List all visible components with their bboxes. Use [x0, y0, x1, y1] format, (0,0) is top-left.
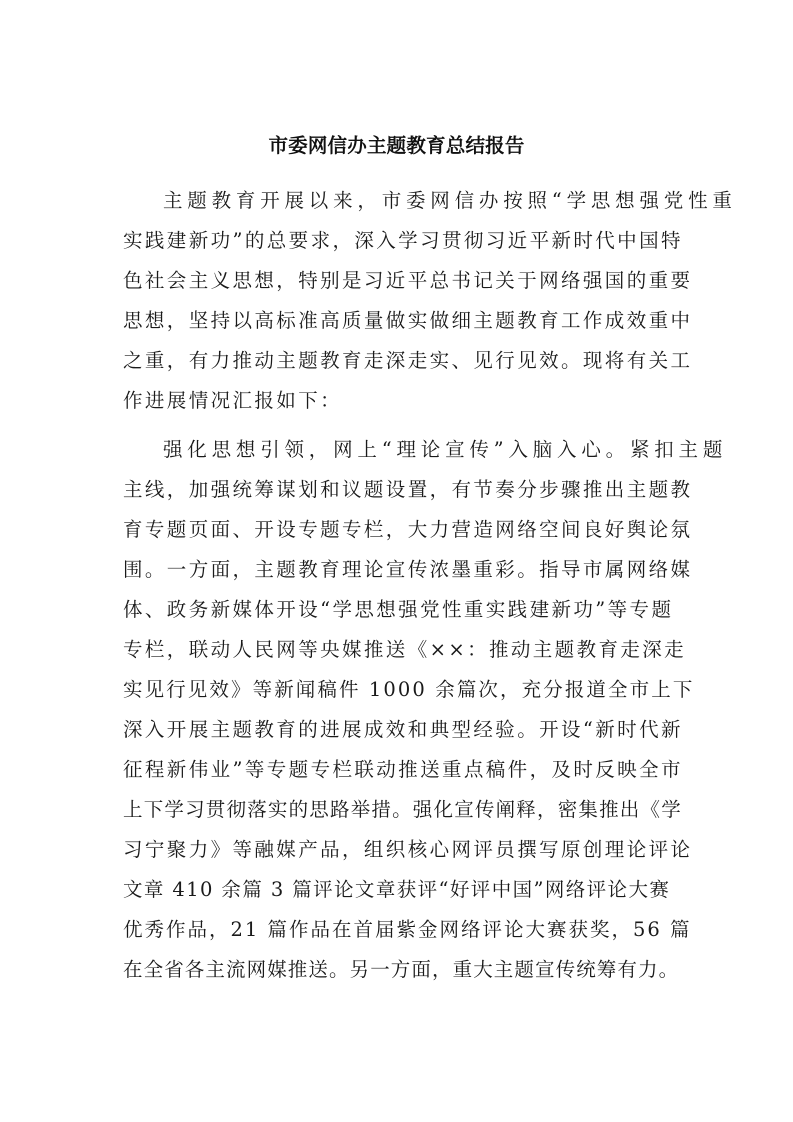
paragraph-line-text: 习宁聚力》等融媒产品，组织核心网评员撰写原创理论评论 — [123, 838, 693, 861]
paragraph-line-text: 思想，坚持以高标准高质量做实做细主题教育工作成效重中 — [123, 309, 693, 332]
paragraph-line-text: 专栏，联动人民网等央媒推送《××：推动主题教育走深走 — [123, 638, 687, 661]
paragraph-line-text: 征程新伟业”等专题专栏联动推送重点稿件，及时反映全市 — [123, 758, 683, 781]
paragraph-line — [0, 472, 793, 508]
paragraph-line-text: 育专题页面、开设专题专栏，大力营造网络空间良好舆论氛 — [123, 518, 693, 541]
paragraph-line — [0, 672, 793, 708]
paragraph-line — [0, 263, 793, 299]
paragraph-line — [0, 592, 793, 628]
paragraph-line — [0, 712, 793, 748]
paragraph-line — [0, 792, 793, 828]
paragraph-line — [0, 183, 793, 219]
paragraph-line-text: 之重，有力推动主题教育走深走实、见行见效。现将有关工 — [123, 349, 693, 372]
paragraph-line — [0, 832, 793, 868]
paragraph-line — [0, 872, 793, 908]
paragraph-line-text: 上下学习贯彻落实的思路举措。强化宣传阐释，密集推出《学 — [123, 798, 682, 821]
paragraph-line-text: 优秀作品，21 篇作品在首届紫金网络评论大赛获奖，56 篇 — [123, 918, 692, 941]
paragraph-line — [0, 952, 793, 988]
paragraph-line-text: 实践建新功”的总要求，深入学习贯彻习近平新时代中国特 — [123, 229, 683, 252]
document-title: 市委网信办主题教育总结报告 — [268, 134, 525, 157]
paragraph-line — [0, 223, 793, 259]
paragraph-line-text: 实见行见效》等新闻稿件 1000 余篇次，充分报道全市上下 — [123, 678, 695, 701]
paragraph-line — [0, 512, 793, 548]
paragraph-line — [0, 752, 793, 788]
paragraph-line — [0, 432, 793, 468]
paragraph-line-text: 作进展情况汇报如下： — [123, 389, 343, 412]
paragraph-line-text: 主线，加强统筹谋划和议题设置，有节奏分步骤推出主题教 — [123, 478, 693, 501]
paragraph-line-text: 强化思想引领，网上“理论宣传”入脑入心。紧扣主题 — [163, 438, 728, 461]
paragraph-line — [0, 552, 793, 588]
paragraph-line — [0, 632, 793, 668]
paragraph-line-text: 体、政务新媒体开设“学思想强党性重实践建新功”等专题 — [123, 598, 674, 621]
paragraph-line-text: 色社会主义思想，特别是习近平总书记关于网络强国的重要 — [123, 269, 693, 292]
paragraph-line-text: 文章 410 余篇 3 篇评论文章获评“好评中国”网络评论大赛 — [123, 878, 671, 901]
paragraph-line-text: 深入开展主题教育的进展成效和典型经验。开设“新时代新 — [123, 718, 683, 741]
paragraph-line-text: 围。一方面，主题教育理论宣传浓墨重彩。指导市属网络媒 — [123, 558, 693, 581]
paragraph-line — [0, 912, 793, 948]
paragraph-line — [0, 343, 793, 379]
paragraph-line-text: 主题教育开展以来，市委网信办按照“学思想强党性重 — [163, 189, 737, 212]
paragraph-line — [0, 303, 793, 339]
paragraph-line-text: 在全省各主流网媒推送。另一方面，重大主题宣传统筹有力。 — [123, 958, 680, 981]
paragraph-line — [0, 383, 793, 419]
